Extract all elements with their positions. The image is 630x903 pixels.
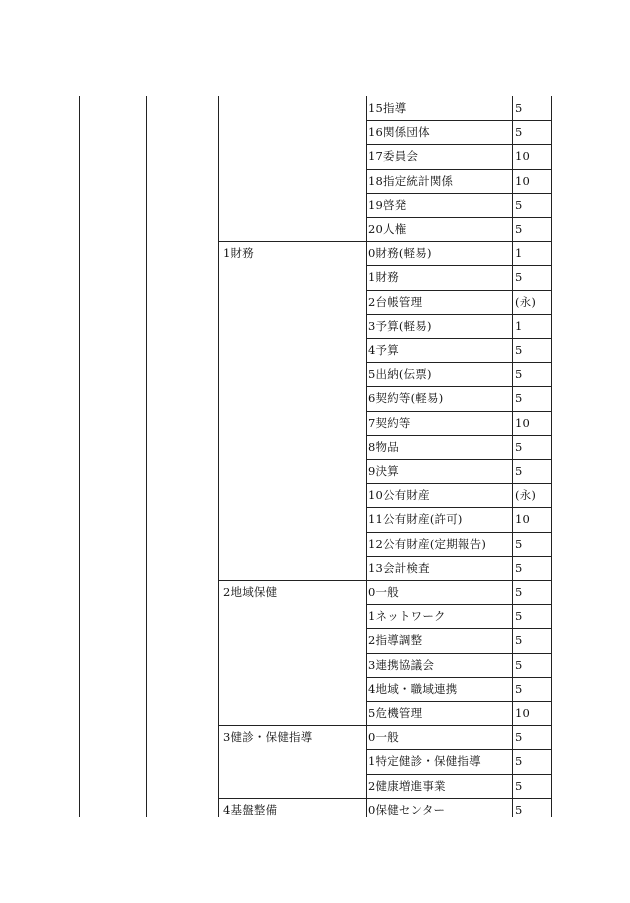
section-name: 1財務 — [223, 246, 254, 260]
retention-value: 10 — [515, 174, 531, 188]
retention-value: 5 — [515, 658, 523, 672]
item-label: 2指導調整 — [368, 633, 423, 647]
row-rule — [366, 701, 551, 702]
retention-value: 10 — [515, 512, 531, 526]
item-label: 0一般 — [368, 730, 399, 744]
item-label: 19啓発 — [368, 198, 407, 212]
item-label: 13会計検査 — [368, 561, 430, 575]
row-rule — [366, 290, 551, 291]
section-name: 3健診・保健指導 — [223, 730, 313, 744]
row-rule — [366, 144, 551, 145]
section-rule — [218, 580, 551, 581]
row-rule — [366, 677, 551, 678]
retention-value: 5 — [515, 222, 523, 236]
section-rule — [218, 798, 551, 799]
retention-value: 5 — [515, 367, 523, 381]
retention-value: 1 — [515, 246, 523, 260]
retention-value: 5 — [515, 754, 523, 768]
retention-value: (永) — [515, 295, 537, 309]
row-rule — [366, 774, 551, 775]
item-label: 10公有財産 — [368, 488, 430, 502]
section-name: 2地域保健 — [223, 585, 278, 599]
row-rule — [366, 556, 551, 557]
column-rule-c5 — [512, 96, 513, 817]
retention-value: 5 — [515, 537, 523, 551]
section-name: 4基盤整備 — [223, 803, 278, 817]
item-label: 11公有財産(許可) — [368, 512, 463, 526]
retention-value: 5 — [515, 101, 523, 115]
item-label: 0財務(軽易) — [368, 246, 432, 260]
item-label: 18指定統計関係 — [368, 174, 454, 188]
retention-value: 5 — [515, 198, 523, 212]
column-rule-c1 — [79, 96, 80, 817]
retention-value: 10 — [515, 416, 531, 430]
item-label: 16関係団体 — [368, 125, 430, 139]
item-label: 20人権 — [368, 222, 407, 236]
item-label: 8物品 — [368, 440, 399, 454]
item-label: 2健康増進事業 — [368, 779, 446, 793]
retention-value: 5 — [515, 609, 523, 623]
row-rule — [366, 483, 551, 484]
item-label: 3連携協議会 — [368, 658, 435, 672]
retention-value: 10 — [515, 706, 531, 720]
item-label: 15指導 — [368, 101, 407, 115]
row-rule — [366, 120, 551, 121]
row-rule — [366, 169, 551, 170]
item-label: 7契約等 — [368, 416, 411, 430]
retention-value: 5 — [515, 803, 523, 817]
retention-value: 5 — [515, 585, 523, 599]
row-rule — [366, 435, 551, 436]
retention-value: 5 — [515, 440, 523, 454]
item-label: 0保健センター — [368, 803, 446, 817]
column-rule-c4 — [366, 96, 367, 817]
retention-value: 5 — [515, 343, 523, 357]
retention-value: 5 — [515, 682, 523, 696]
retention-value: 10 — [515, 149, 531, 163]
row-rule — [366, 314, 551, 315]
retention-value: 5 — [515, 391, 523, 405]
retention-value: 5 — [515, 730, 523, 744]
retention-value: 5 — [515, 779, 523, 793]
row-rule — [366, 386, 551, 387]
item-label: 3予算(軽易) — [368, 319, 432, 333]
row-rule — [366, 653, 551, 654]
row-rule — [366, 411, 551, 412]
section-rule — [218, 725, 551, 726]
retention-value: 5 — [515, 125, 523, 139]
item-label: 9決算 — [368, 464, 399, 478]
row-rule — [366, 265, 551, 266]
item-label: 6契約等(軽易) — [368, 391, 444, 405]
item-label: 17委員会 — [368, 149, 419, 163]
item-label: 1特定健診・保健指導 — [368, 754, 481, 768]
retention-value: 5 — [515, 464, 523, 478]
row-rule — [366, 459, 551, 460]
row-rule — [366, 749, 551, 750]
column-rule-c2 — [146, 96, 147, 817]
item-label: 0一般 — [368, 585, 399, 599]
section-rule — [218, 241, 551, 242]
retention-value: 5 — [515, 270, 523, 284]
item-label: 5出納(伝票) — [368, 367, 432, 381]
row-rule — [366, 604, 551, 605]
item-label: 4予算 — [368, 343, 399, 357]
row-rule — [366, 338, 551, 339]
item-label: 1ネットワーク — [368, 609, 446, 623]
row-rule — [366, 532, 551, 533]
row-rule — [366, 362, 551, 363]
column-rule-c6 — [551, 96, 552, 817]
item-label: 12公有財産(定期報告) — [368, 537, 487, 551]
item-label: 5危機管理 — [368, 706, 423, 720]
row-rule — [366, 507, 551, 508]
item-label: 1財務 — [368, 270, 399, 284]
item-label: 2台帳管理 — [368, 295, 423, 309]
retention-value: 5 — [515, 633, 523, 647]
retention-value: 5 — [515, 561, 523, 575]
row-rule — [366, 628, 551, 629]
item-label: 4地域・職域連携 — [368, 682, 458, 696]
row-rule — [366, 193, 551, 194]
retention-value: (永) — [515, 488, 537, 502]
retention-value: 1 — [515, 319, 523, 333]
row-rule — [366, 217, 551, 218]
column-rule-c3 — [218, 96, 219, 817]
